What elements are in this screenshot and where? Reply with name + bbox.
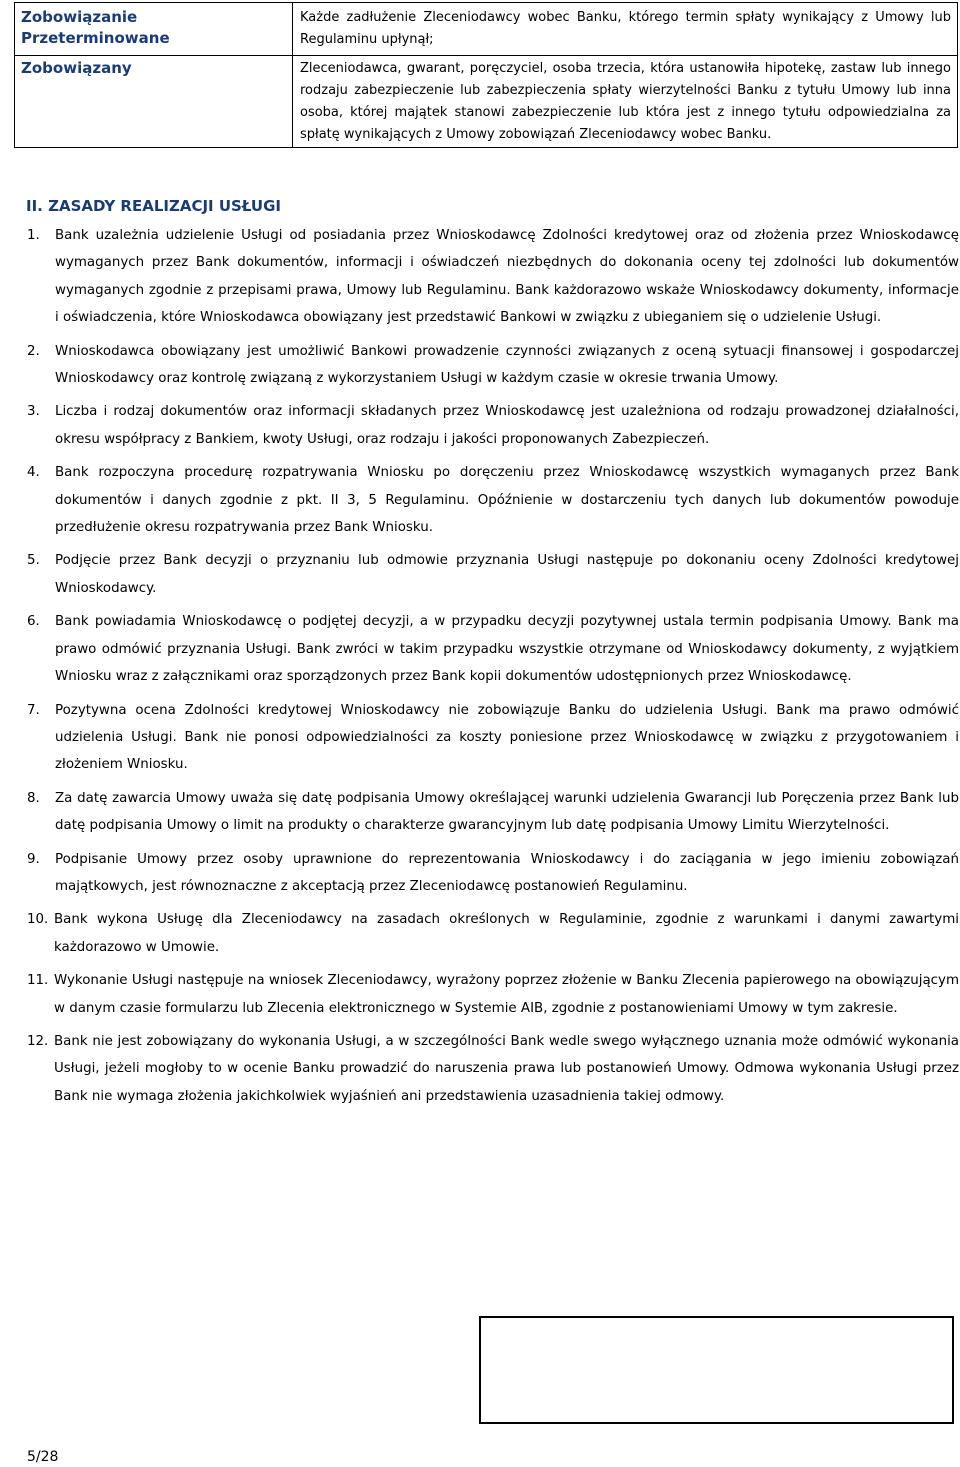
list-item bbox=[27, 608, 959, 690]
clause-list bbox=[27, 222, 959, 1110]
definition-term: Zobowiązanie Przeterminowane bbox=[15, 3, 293, 56]
list-item bbox=[27, 398, 959, 453]
list-item bbox=[27, 846, 959, 901]
definition-term: Zobowiązany bbox=[15, 56, 293, 148]
clause-text: Wykonanie Usługi następuje na wniosek Zleceniodawcy, wyrażony poprzez złożenie w Banku Zlecenia papierowego na obowiązującym w danym czasie formularzu lub Zlecenia elektronicznego w Systemie AIB, zgodnie z postanowieniami Umowy w tym zakresie. bbox=[54, 973, 959, 1016]
table-row bbox=[15, 3, 958, 56]
clause-number: 10. bbox=[27, 912, 49, 928]
list-item bbox=[27, 697, 959, 779]
clause-text: Wnioskodawca obowiązany jest umożliwić Bankowi prowadzenie czynności związanych z oceną sytuacji finansowej i gospodarczej Wnioskodawcy oraz kontrolę związaną z wykorzystaniem Usługi w każdym czasie w okresie trwania Umowy. bbox=[55, 343, 959, 387]
clause-text: Pozytywna ocena Zdolności kredytowej Wnioskodawcy nie zobowiązuje Banku do udzielenia Usługi. Bank ma prawo odmówić udzielenia Usługi. Bank nie ponosi odpowiedzialności za koszty poniesione przez Wnioskodawcę w związku z przygotowaniem i złożeniem Wniosku. bbox=[55, 702, 959, 773]
clause-text: Podpisanie Umowy przez osoby uprawnione do reprezentowania Wnioskodawcy i do zaciągania w jego imieniu zobowiązań majątkowych, jest równoznaczne z akceptacją przez Zleceniodawcę postanowień Regulaminu. bbox=[55, 851, 959, 894]
clause-number: 6. bbox=[27, 614, 40, 630]
clause-text: Podjęcie przez Bank decyzji o przyznaniu lub odmowie przyznania Usługi następuje po dokonaniu oceny Zdolności kredytowej Wnioskodawcy. bbox=[55, 553, 959, 596]
section-heading: II. ZASADY REALIZACJI USŁUGI bbox=[26, 197, 281, 215]
signature-box bbox=[479, 1316, 954, 1424]
list-item bbox=[27, 967, 959, 1022]
table-row bbox=[15, 56, 958, 148]
clause-text: Za datę zawarcia Umowy uważa się datę podpisania Umowy określającej warunki udzielenia Gwarancji lub Poręczenia przez Bank lub datę podpisania Umowy o limit na produkty o charakterze gwarancyjnym lub datę podpisania Umowy Limitu Wierzytelności. bbox=[55, 790, 959, 834]
list-item bbox=[27, 338, 959, 393]
clause-number: 9. bbox=[27, 851, 40, 867]
clause-text: Bank powiadamia Wnioskodawcę o podjętej decyzji, a w przypadku decyzji pozytywnej ustala termin podpisania Umowy. Bank ma prawo odmówić przyznania Usługi. Bank zwróci w takim przypadku wszystkie otrzymane od Wnioskodawcy dokumenty, z wyjątkiem Wniosku wraz z załącznikami oraz sporządzonych przez Bank kopii dokumentów udostępnionych przez Wnioskodawcę. bbox=[55, 614, 959, 685]
definitions-table bbox=[14, 2, 958, 148]
list-item bbox=[27, 459, 959, 541]
definition-text: Zleceniodawca, gwarant, poręczyciel, osoba trzecia, która ustanowiła hipotekę, zastaw lub innego rodzaju zabezpieczenie lub zabezpieczenia spłaty wierzytelności Banku z tytułu Umowy lub inna osoba, której majątek stanowi zabezpieczenie lub która jest z innego tytułu odpowiedzialna za spłatę wynikających z Umowy zobowiązań Zleceniodawcy wobec Banku. bbox=[293, 56, 958, 148]
clause-number: 8. bbox=[27, 790, 40, 806]
list-item bbox=[27, 785, 959, 840]
list-item bbox=[27, 222, 959, 332]
clause-number: 7. bbox=[27, 702, 40, 718]
clause-number: 5. bbox=[27, 553, 40, 569]
clause-text: Bank uzależnia udzielenie Usługi od posiadania przez Wnioskodawcę Zdolności kredytowej oraz od złożenia przez Wnioskodawcę wymaganych przez Bank dokumentów, informacji i oświadczeń niezbędnych do dokonania oceny tej zdolności lub dokumentów wymaganych zgodnie z przepisami prawa, Umowy lub Regulaminu. Bank każdorazowo wskaże Wnioskodawcy dokumenty, informacje i oświadczenia, które Wnioskodawca obowiązany jest przedstawić Bankowi w związku z ubieganiem się o udzielenie Usługi. bbox=[55, 228, 959, 326]
clause-text: Liczba i rodzaj dokumentów oraz informacji składanych przez Wnioskodawcę jest uzależniona od rodzaju prowadzonej działalności, okresu współpracy z Bankiem, kwoty Usługi, oraz rodzaju i jakości proponowanych Zabezpieczeń. bbox=[55, 404, 959, 447]
definition-text: Każde zadłużenie Zleceniodawcy wobec Banku, którego termin spłaty wynikający z Umowy lub Regulaminu upłynął; bbox=[293, 3, 958, 56]
list-item bbox=[27, 906, 959, 961]
clause-text: Bank rozpoczyna procedurę rozpatrywania Wniosku po doręczeniu przez Wnioskodawcę wszystkich wymaganych przez Bank dokumentów i danych zgodnie z pkt. II 3, 5 Regulaminu. Opóźnienie w dostarczeniu tych danych lub dokumentów powoduje przedłużenie okresu rozpatrywania przez Bank Wniosku. bbox=[55, 465, 959, 536]
clause-number: 2. bbox=[27, 343, 40, 359]
clause-number: 1. bbox=[27, 228, 40, 243]
list-item bbox=[27, 1028, 959, 1110]
list-item bbox=[27, 547, 959, 602]
clause-number: 3. bbox=[27, 404, 40, 420]
page-number: 5/28 bbox=[27, 1449, 59, 1465]
clause-text: Bank nie jest zobowiązany do wykonania Usługi, a w szczególności Bank wedle swego wyłącznego uznania może odmówić wykonania Usługi, jeżeli mogłoby to w ocenie Banku prowadzić do naruszenia prawa lub postanowień Umowy. Odmowa wykonania Usługi przez Bank nie wymaga złożenia jakichkolwiek wyjaśnień ani przedstawienia uzasadnienia takiej odmowy. bbox=[54, 1033, 959, 1104]
clause-number: 11. bbox=[27, 973, 49, 989]
clause-text: Bank wykona Usługę dla Zleceniodawcy na zasadach określonych w Regulaminie, zgodnie z warunkami i danymi zawartymi każdorazowo w Umowie. bbox=[54, 912, 959, 955]
clause-number: 4. bbox=[27, 465, 40, 481]
clause-number: 12. bbox=[27, 1033, 49, 1049]
